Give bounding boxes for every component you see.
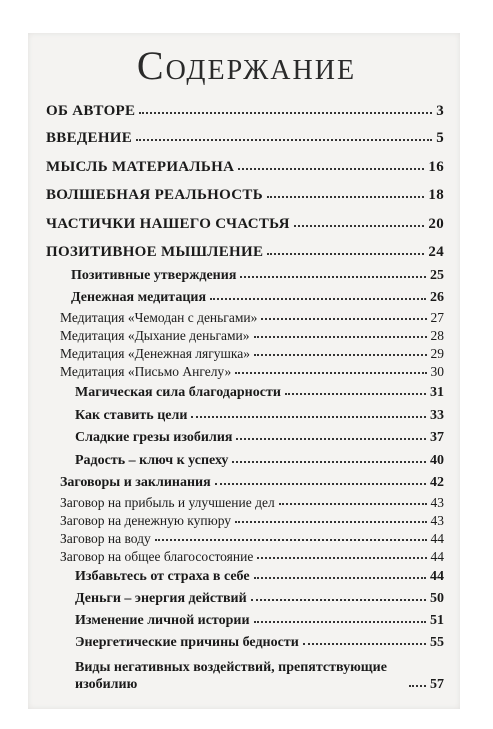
dot-leader — [191, 416, 426, 418]
toc-entry-page: 44 — [430, 549, 444, 564]
toc-entry — [60, 549, 444, 565]
toc-entry-title: Заговоры и заклинания — [60, 475, 211, 490]
toc-entry-title: Магическая сила благодарности — [75, 385, 281, 400]
toc-entry-page: 18 — [428, 187, 444, 203]
toc-entry-page: 24 — [428, 244, 444, 260]
dot-leader — [139, 112, 432, 114]
toc-entry — [75, 569, 444, 585]
toc-entry — [46, 187, 444, 204]
toc-entry-title: ВВЕДЕНИЕ — [46, 130, 133, 146]
toc-entry — [46, 244, 444, 261]
toc-entry-page: 43 — [430, 513, 444, 528]
toc-entry — [60, 310, 444, 326]
dot-leader — [235, 372, 426, 374]
toc-entry-title: Радость – ключ к успеху — [75, 453, 229, 468]
toc-entry-title: Позитивные утверждения — [71, 268, 237, 283]
toc-entry — [75, 453, 444, 469]
toc-entry — [46, 103, 444, 120]
toc-entry-page: 3 — [436, 103, 444, 119]
toc-entry-page: 55 — [430, 635, 444, 650]
toc-entry-page: 43 — [430, 495, 444, 510]
toc-entry — [75, 613, 444, 629]
toc-entry — [75, 430, 444, 446]
dot-leader — [232, 461, 426, 463]
dot-leader — [279, 503, 427, 505]
dot-leader — [235, 521, 426, 523]
dot-leader — [155, 539, 427, 541]
toc-entry — [46, 130, 444, 147]
toc-entry — [71, 290, 444, 306]
dot-leader — [238, 168, 424, 170]
toc-entry — [60, 495, 444, 511]
toc-entry-title: Медитация «Письмо Ангелу» — [60, 364, 232, 379]
dot-leader — [303, 643, 426, 645]
dot-leader — [210, 298, 426, 300]
dot-leader — [254, 354, 426, 356]
toc-entry-page: 44 — [430, 531, 444, 546]
toc-entry-title: Заговор на общее благосостояние — [60, 549, 254, 564]
toc-entry-page: 28 — [430, 328, 444, 343]
toc-entry-title: Медитация «Дыхание деньгами» — [60, 328, 250, 343]
dot-leader — [254, 577, 426, 579]
dot-leader — [267, 253, 424, 255]
toc-entry-title: ЧАСТИЧКИ НАШЕГО СЧАСТЬЯ — [46, 216, 290, 232]
toc-entry-page: 29 — [430, 346, 444, 361]
toc-entry-page: 42 — [430, 475, 444, 490]
toc-entry-page: 26 — [430, 290, 444, 305]
toc-entry-page: 30 — [430, 364, 444, 379]
dot-leader — [254, 621, 426, 623]
toc-entry — [46, 216, 444, 233]
toc-entry — [60, 531, 444, 547]
toc-entry-page: 5 — [436, 130, 444, 146]
toc-entry-title: Виды негативных воздействий, препятствующие изобилию — [75, 660, 387, 692]
dot-leader — [236, 438, 426, 440]
toc-entry — [60, 328, 444, 344]
dot-leader — [240, 276, 426, 278]
dot-leader — [294, 225, 425, 227]
toc-entry — [75, 408, 444, 424]
toc-entry-title: ВОЛШЕБНАЯ РЕАЛЬНОСТЬ — [46, 187, 263, 203]
page-title: Содержание — [136, 43, 357, 88]
toc-entry — [71, 268, 444, 284]
toc-entry-title: Заговор на денежную купюру — [60, 513, 232, 528]
toc-entry-title: Деньги – энергия действий — [75, 591, 247, 606]
toc-entry-title: Избавьтесь от страха в себе — [75, 569, 250, 584]
toc-entry-title: ПОЗИТИВНОЕ МЫШЛЕНИЕ — [46, 244, 264, 260]
toc-entry-page: 33 — [430, 408, 444, 423]
dot-leader — [136, 139, 432, 141]
dot-leader — [409, 685, 426, 687]
toc-entry-page: 25 — [430, 268, 444, 283]
toc-entry-page: 50 — [430, 591, 444, 606]
toc-entry-title: Медитация «Денежная лягушка» — [60, 346, 251, 361]
toc-entry-page: 27 — [430, 310, 444, 325]
toc-entry-page: 57 — [430, 677, 444, 692]
dot-leader — [267, 196, 424, 198]
toc-entry-title: Денежная медитация — [71, 290, 207, 305]
toc-entry — [60, 513, 444, 529]
toc-entry-page: 31 — [430, 385, 444, 400]
toc-entry — [75, 635, 444, 651]
dot-leader — [261, 318, 426, 320]
dot-leader — [254, 336, 427, 338]
dot-leader — [215, 483, 426, 485]
toc-entry — [75, 659, 444, 693]
toc-entry — [60, 475, 444, 491]
toc-entry-title: Изменение личной истории — [75, 613, 250, 628]
toc-entry-title: Заговор на прибыль и улучшение дел — [60, 495, 275, 510]
dot-leader — [285, 393, 426, 395]
toc-entry-title: Энергетические причины бедности — [75, 635, 299, 650]
toc-entry — [60, 364, 444, 380]
toc-entry-page: 40 — [430, 453, 444, 468]
toc-entry-title: Сладкие грезы изобилия — [75, 430, 233, 445]
dot-leader — [257, 557, 426, 559]
toc-entry — [60, 346, 444, 362]
toc-entry-title: Медитация «Чемодан с деньгами» — [60, 310, 258, 325]
toc-entry — [75, 385, 444, 401]
toc-entry-page: 51 — [430, 613, 444, 628]
toc-entry-title: ОБ АВТОРЕ — [46, 103, 136, 119]
dot-leader — [251, 599, 426, 601]
toc-entry-title: Заговор на воду — [60, 531, 151, 546]
toc-entry — [46, 159, 444, 176]
toc-entry-title: МЫСЛЬ МАТЕРИАЛЬНА — [46, 159, 235, 175]
toc-entry-page: 16 — [428, 159, 444, 175]
toc-entry-page: 37 — [430, 430, 444, 445]
toc-entry-page: 44 — [430, 569, 444, 584]
toc-entry — [75, 591, 444, 607]
toc-entry-page: 20 — [428, 216, 444, 232]
toc-entry-title: Как ставить цели — [75, 408, 188, 423]
